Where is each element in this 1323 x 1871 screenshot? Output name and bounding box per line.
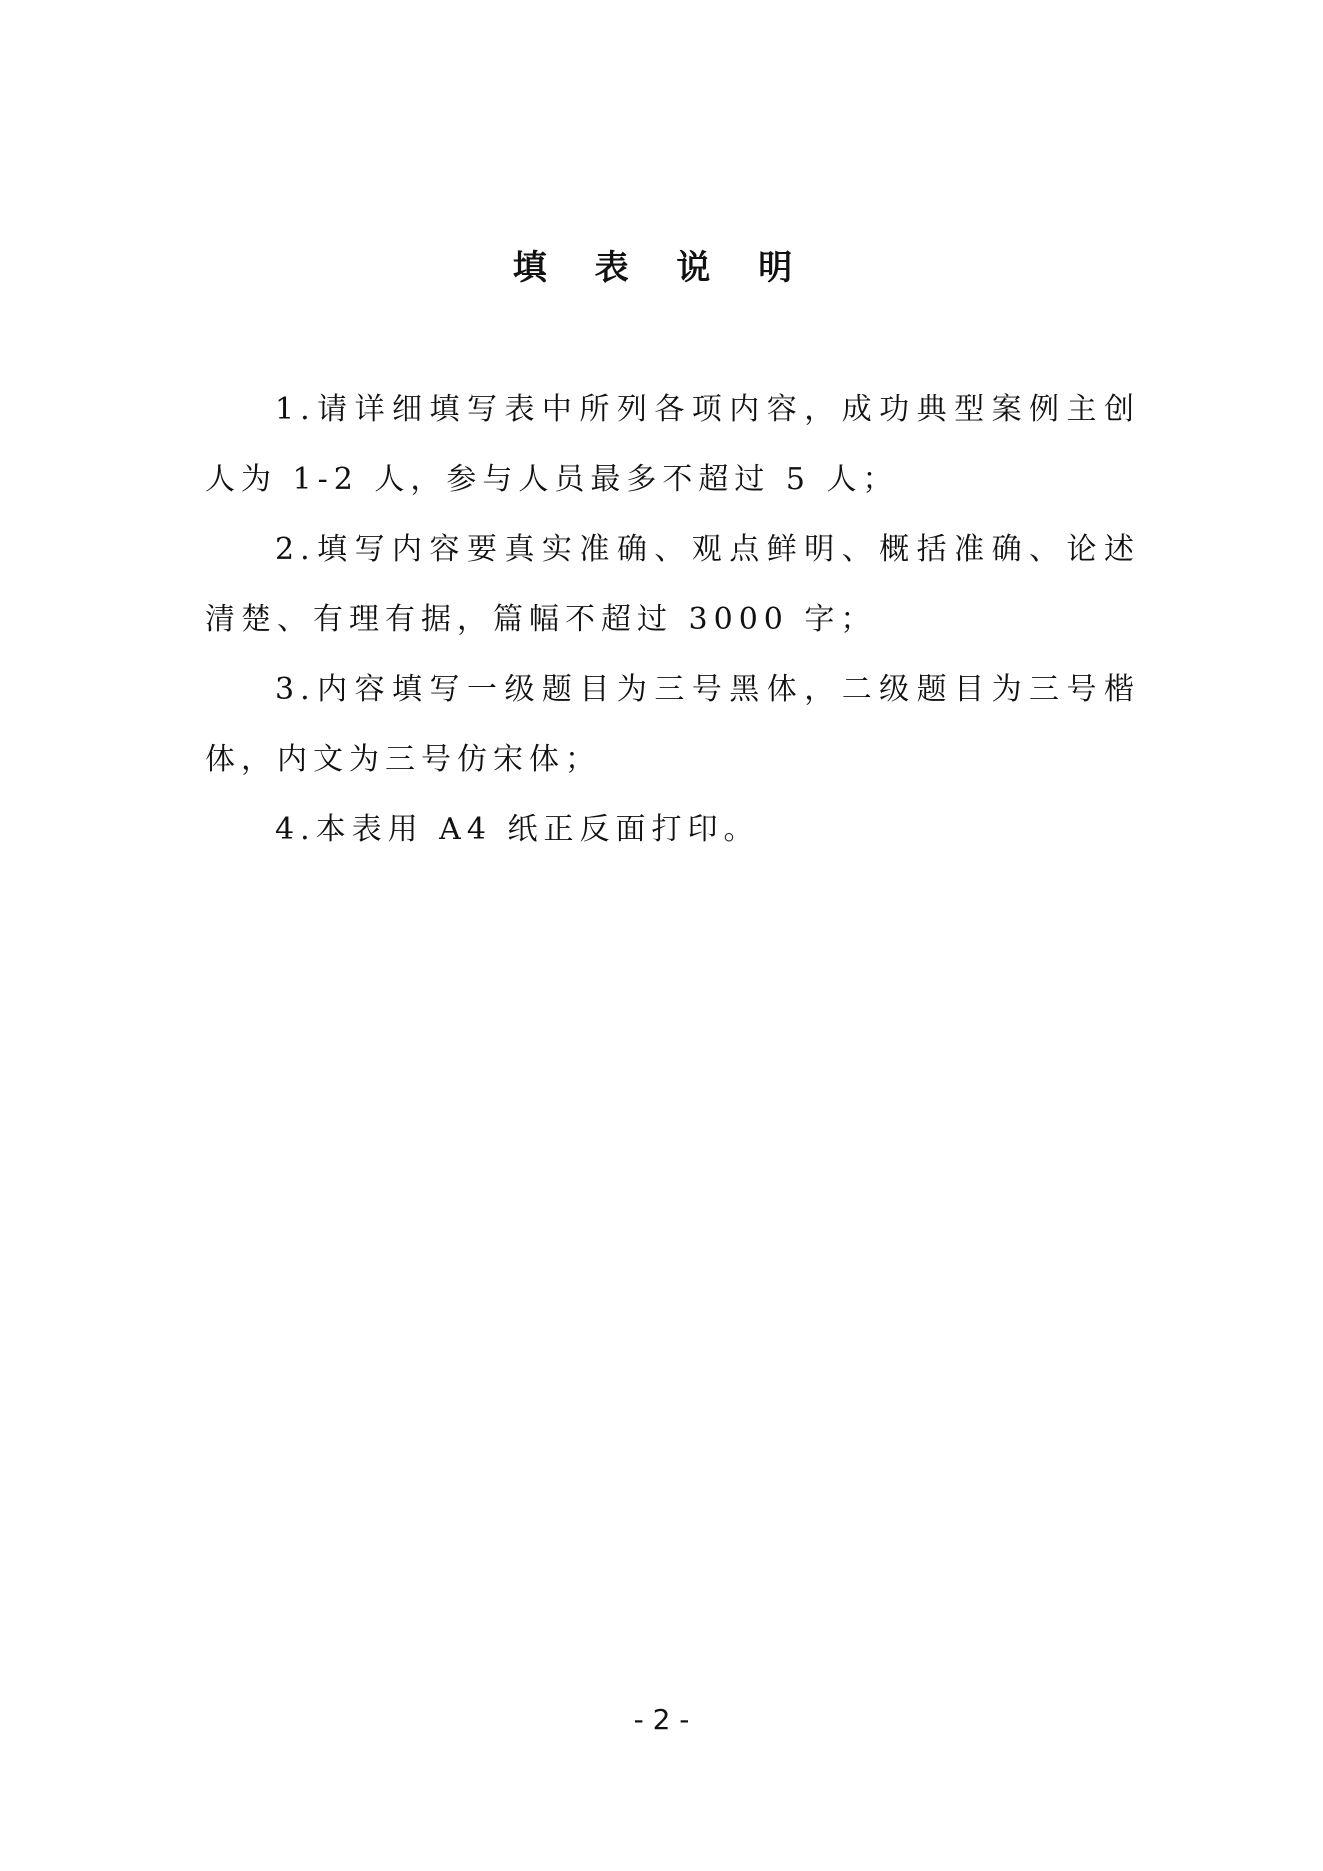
instruction-item-2: 2.填写内容要真实准确、观点鲜明、概括准确、论述清楚、有理有据，篇幅不超过 3000 字； [205, 532, 1140, 637]
page-title: 填 表 说 明 [512, 248, 811, 288]
page-number: - 2 - [633, 1703, 690, 1736]
instruction-item-3: 3.内容填写一级题目为三号黑体，二级题目为三号楷体，内文为三号仿宋体； [205, 672, 1140, 777]
instruction-item-4: 4.本表用 A4 纸正反面打印。 [275, 812, 760, 847]
instruction-item-1: 1.请详细填写表中所列各项内容，成功典型案例主创人为 1-2 人，参与人员最多不超过 5 人； [205, 392, 1140, 497]
instructions-list [205, 375, 1140, 865]
